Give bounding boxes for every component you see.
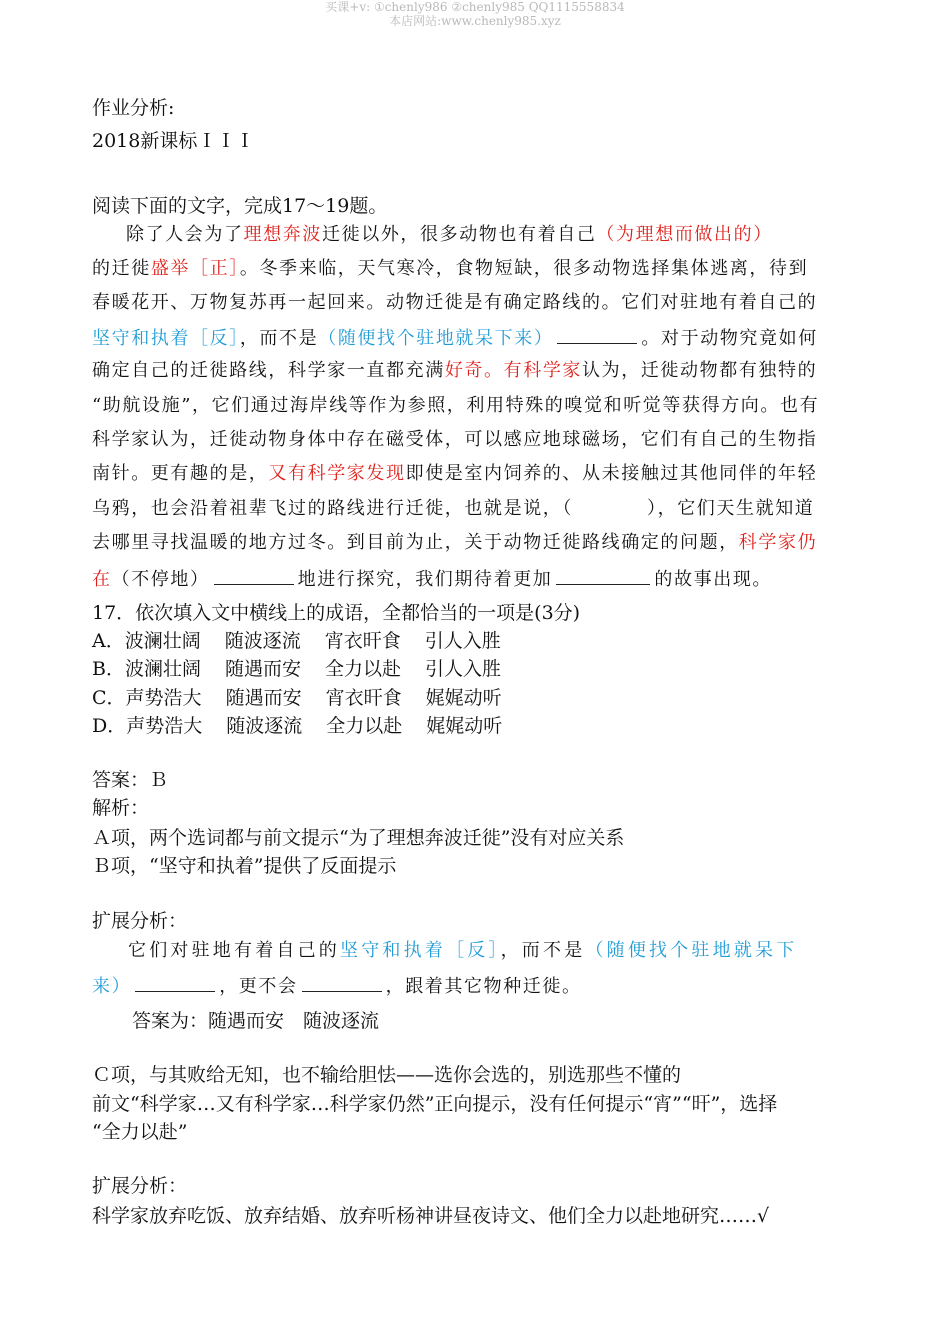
blank-3 (214, 566, 294, 585)
blank-ext-1 (135, 973, 215, 992)
passage-line-7: 科学家认为，迁徙动物身体中存在磁受体，可以感应地球磁场，它们有自己的生物指 (92, 429, 818, 450)
extension-title-2: 扩展分析： (92, 1175, 188, 1197)
analysis-item-c: Ｃ项，与其败给无知，也不输给胆怯——选你会选的，别选那些不懂的 (92, 1064, 682, 1086)
analysis-item-c-line-3: “全力以赴” (92, 1121, 188, 1143)
passage-line-1: 除了人会为了理想奔波迁徙以外，很多动物也有着自己（为理想而做出的） (126, 224, 773, 245)
extension-line-2: 来） ，更不会 ，跟着其它物种迁徙。 (92, 973, 862, 999)
blank-4 (556, 566, 650, 585)
highlight-ideal: 理想奔波 (243, 224, 323, 245)
analysis-item-c-line-2: 前文“科学家…又有科学家…科学家仍然”正向提示，没有任何提示“宵”“旰”，选择 (92, 1093, 778, 1115)
section-title: 作业分析: (92, 97, 175, 119)
extension-title-1: 扩展分析： (92, 910, 188, 932)
passage-line-4: 坚守和执着［反］，而不是（随便找个驻地就呆下来） 。对于动物究竟如何 (92, 325, 862, 351)
answer-line: 答案：Ｂ (92, 769, 169, 791)
option-d: D．声势浩大 随波逐流 全力以赴 娓娓动听 (92, 715, 503, 737)
highlight-still: 科学家仍 (738, 532, 818, 553)
extension-answer: 答案为：随遇而安 随波逐流 (132, 1010, 380, 1032)
analysis-title: 解析： (92, 797, 150, 819)
annotation-random: （随便找个驻地就呆下来） (318, 328, 554, 349)
blank-ext-2 (302, 973, 382, 992)
option-b: B．波澜壮阔 随遇而安 全力以赴 引人入胜 (92, 658, 502, 680)
annotation-negative: 坚守和执着［反］ (92, 328, 240, 349)
question-stem: 17．依次填入文中横线上的成语，全都恰当的一项是(3分) (92, 602, 581, 624)
option-c: C．声势浩大 随遇而安 宵衣旰食 娓娓动听 (92, 687, 502, 709)
option-a: A．波澜壮阔 随波逐流 宵衣旰食 引人入胜 (92, 630, 501, 652)
annotation-ideal: （为理想而做出的） (596, 224, 773, 245)
passage-line-5: 确定自己的迁徙路线，科学家一直都充满好奇。有科学家认为，迁徙动物都有独特的 (92, 360, 818, 381)
reading-instruction: 阅读下面的文字，完成17～19题。 (92, 195, 388, 217)
extension-text-2: 科学家放弃吃饭、放弃结婚、放弃听杨神讲昼夜诗文、他们全力以赴地研究……√ (92, 1205, 770, 1227)
passage-line-10: 去哪里寻找温暖的地方过冬。到目前为止，关于动物迁徙路线确定的问题，科学家仍 (92, 532, 818, 553)
passage-line-3: 春暖花开、万物复苏再一起回来。动物迁徙是有确定路线的。它们对驻地有着自己的 (92, 292, 818, 313)
passage-line-8: 南针。更有趣的是，又有科学家发现即使是室内饲养的、从未接触过其他同伴的年轻 (92, 463, 818, 484)
blank-1 (557, 325, 637, 344)
passage-line-6: “助航设施”，它们通过海岸线等作为参照，利用特殊的嗅觉和听觉等获得方向。也有 (92, 395, 820, 416)
watermark-website: 本店网站:www.chenly985.xyz (389, 14, 561, 28)
analysis-item-b: Ｂ项，“坚守和执着”提供了反面提示 (92, 855, 397, 877)
highlight-scientist: 有科学家 (503, 360, 583, 381)
passage-line-9: 乌鸦，也会沿着祖辈飞过的路线进行迁徙，也就是说，（ ），它们天生就知道 (92, 498, 815, 519)
annotation-positive: 盛举［正］ (150, 258, 240, 279)
exam-source: 2018新课标ＩＩＩ (92, 130, 255, 152)
highlight-another-scientist: 又有科学家发现 (268, 463, 406, 484)
extension-line-1: 它们对驻地有着自己的坚守和执着［反］，而不是（随便找个驻地就呆下 (128, 940, 798, 961)
watermark-contact: 买课+v: ①chenly986 ②chenly985 QQ1115558834 (325, 0, 625, 14)
passage-line-11: 在（不停地） 地进行探究，我们期待着更加 的故事出现。 (92, 566, 862, 592)
passage-line-2: 的迁徙盛举［正］。冬季来临，天气寒冷，食物短缺，很多动物选择集体逃离，待到 (92, 258, 809, 279)
highlight-curious: 好奇 (444, 360, 485, 381)
analysis-item-a: Ａ项，两个选词都与前文提示“为了理想奔波迁徙”没有对应关系 (92, 827, 625, 849)
